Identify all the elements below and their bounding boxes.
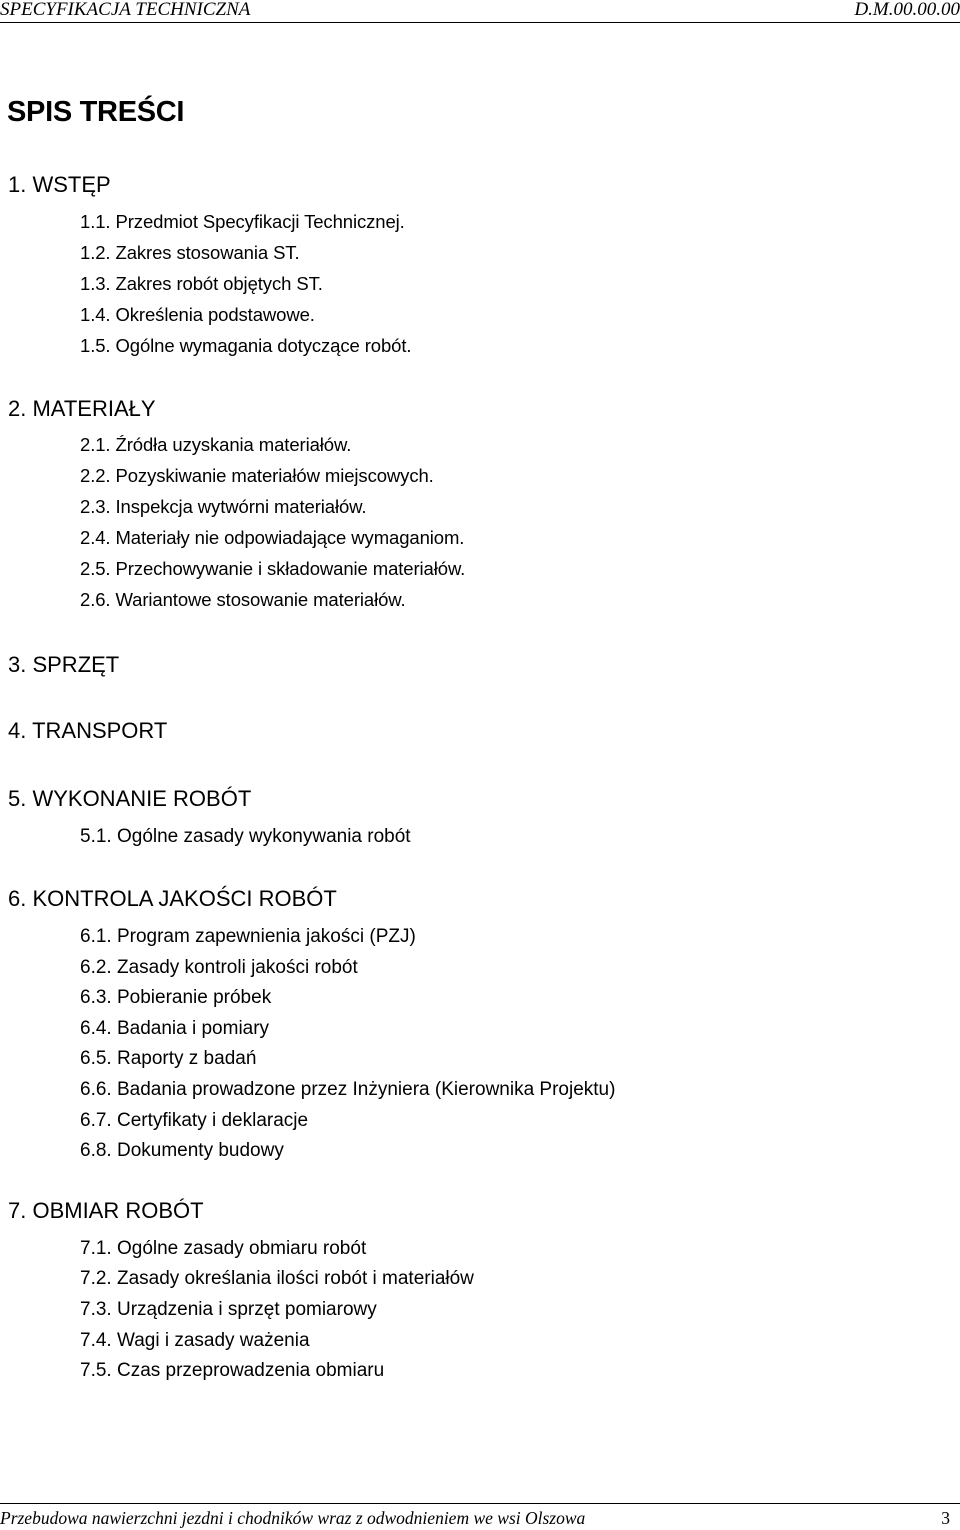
toc-item: 1.4. Określenia podstawowe. <box>80 304 315 325</box>
toc-item: 6. KONTROLA JAKOŚCI ROBÓT <box>8 886 337 911</box>
toc-item: 7. OBMIAR ROBÓT <box>8 1198 204 1223</box>
toc-item: 7.5. Czas przeprowadzenia obmiaru <box>80 1360 385 1381</box>
toc-item: 2.3. Inspekcja wytwórni materiałów. <box>80 496 367 517</box>
toc-item: 6.1. Program zapewnienia jakości (PZJ) <box>80 926 416 947</box>
footer-project-title: Przebudowa nawierzchni jezdni i chodników wraz z odwodnieniem we wsi Olszowa <box>0 1508 586 1528</box>
toc-item: 7.2. Zasady określania ilości robót i materiałów <box>80 1268 474 1289</box>
toc-item: 6.5. Raporty z badań <box>80 1048 257 1069</box>
toc-item: 2. MATERIAŁY <box>8 396 156 421</box>
toc-item: 2.6. Wariantowe stosowanie materiałów. <box>80 589 406 610</box>
toc-item: 1.1. Przedmiot Specyfikacji Technicznej. <box>80 211 405 232</box>
toc-item: 1.2. Zakres stosowania ST. <box>80 242 300 263</box>
header-code: D.M.00.00.00 <box>854 0 960 20</box>
page-number: 3 <box>941 1508 950 1528</box>
toc-item: 2.4. Materiały nie odpowiadające wymaganiom. <box>80 527 465 548</box>
toc-item: 1.3. Zakres robót objętych ST. <box>80 273 323 294</box>
toc-item: 5.1. Ogólne zasady wykonywania robót <box>80 826 411 847</box>
toc-item: 2.2. Pozyskiwanie materiałów miejscowych. <box>80 465 434 486</box>
page-title: SPIS TREŚCI <box>7 96 185 128</box>
toc-item: 6.8. Dokumenty budowy <box>80 1140 284 1161</box>
toc-item: 6.7. Certyfikaty i deklaracje <box>80 1110 309 1131</box>
toc-item: 6.3. Pobieranie próbek <box>80 987 272 1008</box>
toc-item: 6.2. Zasady kontroli jakości robót <box>80 957 358 978</box>
toc-item: 3. SPRZĘT <box>8 652 120 677</box>
toc-item: 2.1. Źródła uzyskania materiałów. <box>80 434 352 455</box>
toc-item: 2.5. Przechowywanie i składowanie materiałów. <box>80 558 466 579</box>
toc-item: 5. WYKONANIE ROBÓT <box>8 786 252 811</box>
toc-item: 4. TRANSPORT <box>8 718 168 743</box>
header-title: SPECYFIKACJA TECHNICZNA <box>0 0 251 20</box>
toc-item: 1. WSTĘP <box>8 172 111 197</box>
page-header <box>0 0 960 23</box>
toc-item: 7.4. Wagi i zasady ważenia <box>80 1330 310 1351</box>
toc-item: 1.5. Ogólne wymagania dotyczące robót. <box>80 335 412 356</box>
page-footer <box>0 1503 960 1530</box>
toc-item: 6.6. Badania prowadzone przez Inżyniera (Kierownika Projektu) <box>80 1079 616 1100</box>
toc-item: 7.3. Urządzenia i sprzęt pomiarowy <box>80 1299 377 1320</box>
toc-item: 6.4. Badania i pomiary <box>80 1018 270 1039</box>
toc-item: 7.1. Ogólne zasady obmiaru robót <box>80 1238 367 1259</box>
